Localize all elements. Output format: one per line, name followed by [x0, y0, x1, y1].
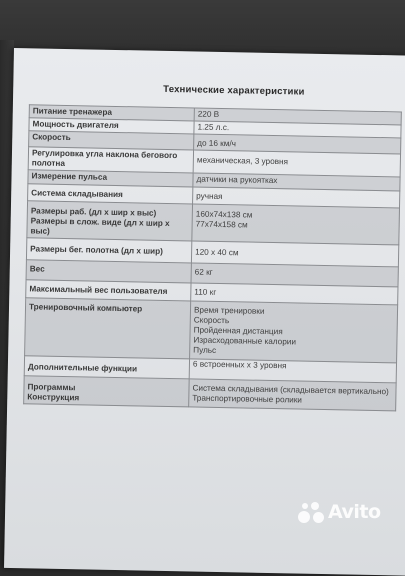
- row-value: 1.25 л.с.: [194, 121, 401, 138]
- row-value: механическая, 3 уровня: [193, 150, 400, 177]
- row-label-pair: [24, 376, 190, 407]
- avito-logo-icon: [298, 500, 324, 524]
- row-label-secondary: Конструкция: [27, 392, 80, 403]
- row-label: Размеры бег. полотна (дл х шир): [26, 238, 191, 263]
- row-value-pair: [192, 204, 400, 245]
- row-value-list: [189, 379, 396, 411]
- page-title: Технические характеристики: [163, 83, 305, 98]
- list-item: Транспортировочные ролики: [192, 393, 303, 405]
- list-item: Время тренировки: [193, 305, 265, 316]
- list-item: Система складывания (складывается вертикально): [192, 383, 389, 397]
- row-value: датчики на рукоятках: [193, 173, 400, 191]
- row-label: Дополнительные функции: [24, 356, 189, 379]
- avito-watermark-text: Avito: [328, 501, 381, 523]
- table-row: [24, 376, 396, 411]
- list-item: Израсходованные калории: [193, 335, 297, 347]
- row-value: 77х74х158 см: [195, 219, 248, 230]
- row-label: Измерение пульса: [28, 170, 193, 187]
- row-label: Тренировочный компьютер: [25, 298, 191, 359]
- row-label: Скорость: [29, 131, 194, 150]
- row-value: 62 кг: [191, 263, 398, 287]
- row-label: Вес: [26, 260, 191, 283]
- list-item: Пульс: [193, 345, 217, 355]
- row-label: Программы: [27, 382, 76, 393]
- row-label: Система складывания: [28, 184, 193, 204]
- row-label: Максимальный вес пользователя: [26, 280, 191, 301]
- table-row: [25, 298, 398, 363]
- row-label-pair: [27, 201, 193, 241]
- row-value: до 16 км/ч: [194, 134, 401, 154]
- row-value: 160х74х138 см: [195, 209, 253, 220]
- row-label: Мощность двигателя: [29, 118, 194, 134]
- row-label: Размеры раб. (дл х шир х выс): [30, 206, 157, 218]
- row-value-list: [190, 301, 398, 363]
- list-item: Пройденная дистанция: [193, 325, 283, 337]
- row-value: 120 х 40 см: [191, 241, 398, 267]
- row-label-secondary: Размеры в слож. виде (дл х шир х выс): [30, 216, 170, 236]
- row-value: ручная: [193, 187, 400, 208]
- avito-watermark: [298, 500, 381, 524]
- row-value: 220 В: [194, 108, 401, 125]
- list-item: Скорость: [193, 315, 230, 326]
- row-value: 110 кг: [191, 283, 398, 305]
- paper-sheet: [4, 48, 405, 576]
- row-value: 6 встроенных х 3 уровня: [189, 359, 396, 383]
- spec-table: [23, 104, 402, 411]
- row-label: Питание тренажера: [29, 105, 194, 121]
- row-label: Регулировка угла наклона бегового полотна: [28, 147, 193, 173]
